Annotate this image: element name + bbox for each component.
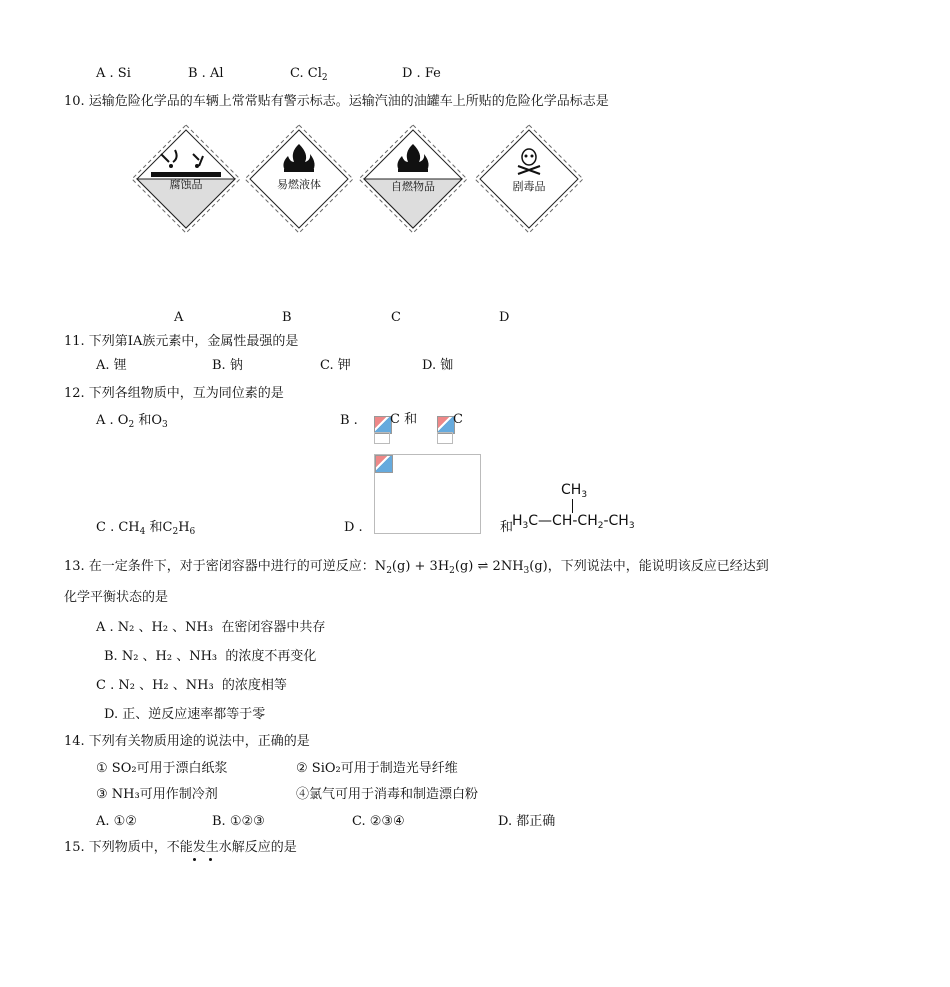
reversible-arrow-icon: ⇌ [477, 559, 489, 574]
q11-option-c: C. 钾 [320, 358, 351, 373]
q13-option-c: C . N₂ 、H₂ 、NH₃ 的浓度相等 [96, 678, 287, 693]
q11-stem: 11. 下列第ⅠA族元素中，金属性最强的是 [64, 334, 299, 349]
q14-item-1: ① SO₂可用于漂白纸浆 [96, 761, 228, 776]
q9-option-c: C. $Cl_2$ [290, 66, 328, 83]
q12-option-d-label: D . [344, 520, 363, 535]
q13-option-a: A . N₂ 、H₂ 、NH₃ 在密闭容器中共存 [96, 620, 326, 635]
sign-label-c: 自燃物品 [391, 180, 435, 193]
image-placeholder [374, 432, 390, 444]
q11-option-a: A. 锂 [96, 358, 127, 373]
q10-letter-c: C [391, 310, 401, 325]
q9-option-d: D . Fe [402, 66, 441, 81]
q11-option-b: B. 钠 [212, 358, 243, 373]
broken-image-icon [375, 455, 393, 473]
q10-stem: 10. 运输危险化学品的车辆上常常贴有警示标志。运输汽油的油罐车上所贴的危险化学品标志是 [64, 94, 609, 109]
q14-item-4: ④氯气可用于消毒和制造漂白粉 [296, 787, 479, 802]
q11-option-d: D. 铷 [422, 358, 454, 373]
q10-letter-a: A [174, 310, 184, 325]
q12-option-a: A . $O_2$ 和$O_3$ [96, 413, 168, 430]
q13-option-d: D. 正、逆反应速率都等于零 [104, 707, 266, 722]
sign-label-a: 腐蚀品 [169, 178, 203, 191]
q14-option-b: B. ①②③ [212, 814, 265, 829]
image-placeholder [437, 432, 453, 444]
q13-stem-line2: 化学平衡状态的是 [64, 590, 169, 605]
struct-chain: $H_3C—CH-CH_2-CH_3$ [512, 513, 635, 531]
q12-option-b-c1: C 和 [390, 412, 418, 427]
q12-option-b-c2: C [453, 412, 463, 427]
q9-option-a: A . Si [96, 66, 131, 81]
q12-option-c: C . $CH_4$ 和$C_2H_6$ [96, 520, 196, 537]
sign-label-b: 易燃液体 [277, 178, 321, 191]
q12-stem: 12. 下列各组物质中，互为同位素的是 [64, 386, 284, 401]
q14-item-2: ② SiO₂可用于制造光导纤维 [296, 761, 458, 776]
q12-option-b-label: B . [340, 413, 358, 428]
q13-option-b: B. N₂ 、H₂ 、NH₃ 的浓度不再变化 [104, 649, 317, 664]
q14-stem: 14. 下列有关物质用途的说法中，正确的是 [64, 734, 310, 749]
emphasis-dot [209, 858, 212, 861]
struct-ch3-top: $CH_3$ [561, 482, 588, 500]
q14-item-3: ③ NH₃可用作制冷剂 [96, 787, 218, 802]
q14-option-c: C. ②③④ [352, 814, 405, 829]
q9-option-b: B . Al [188, 66, 224, 81]
q10-letter-d: D [499, 310, 510, 325]
struct-vertical-bond [572, 499, 573, 513]
q13-stem-line1: 13. 在一定条件下，对于密闭容器中进行的可逆反应：$N_2(g) + 3H_2(g)$ ⇌ $2NH_3(g)$，下列说法中，能说明该反应已经达到 [64, 559, 769, 576]
emphasis-dot [193, 858, 196, 861]
q12-option-d-and: 和 [500, 520, 514, 535]
q14-option-d: D. 都正确 [498, 814, 556, 829]
q10-letter-b: B [282, 310, 292, 325]
sign-label-d: 剧毒品 [512, 180, 546, 193]
q15-stem: 15. 下列物质中，不能发生水解反应的是 [64, 840, 297, 855]
q14-option-a: A. ①② [96, 814, 137, 829]
